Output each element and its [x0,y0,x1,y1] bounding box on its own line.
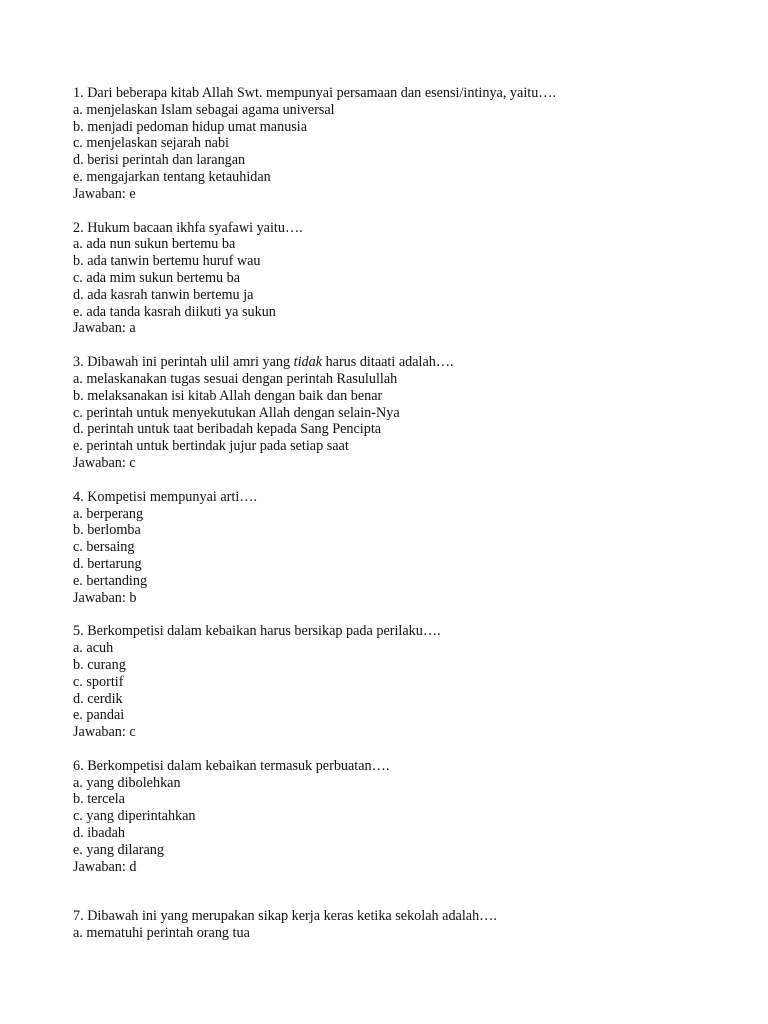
answer-option: b. melaksanakan isi kitab Allah dengan baik dan benar [73,387,383,404]
question-text: Berkompetisi dalam kebaikan harus bersikap pada perilaku…. [87,623,441,640]
question-block [73,908,733,942]
question-text: Hukum bacaan ikhfa syafawi yaitu…. [87,219,303,236]
question-block [73,85,733,203]
answer-option: a. menjelaskan Islam sebagai agama universal [73,101,335,118]
question-stem [73,220,733,237]
quiz-document [73,85,733,959]
question-number: 4. [73,488,84,505]
answer-option: e. pandai [73,707,125,724]
answer-option: e. perintah untuk bertindak jujur pada setiap saat [73,438,349,455]
question-stem [73,85,733,102]
answer-option: a. yang dibolehkan [73,774,181,791]
question-stem [73,758,733,775]
question-number: 1. [73,85,84,101]
question-text: Berkompetisi dalam kebaikan termasuk perbuatan…. [87,757,390,774]
question-stem [73,354,733,371]
question-block [73,354,733,472]
answer-option: e. ada tanda kasrah diikuti ya sukun [73,303,276,320]
answer-key: Jawaban: c [73,724,136,741]
answer-option: d. ibadah [73,825,126,842]
answer-option: a. berperang [73,505,144,522]
answer-option: c. sportif [73,673,124,690]
answer-option: a. acuh [73,640,114,657]
question-number: 5. [73,623,84,640]
question-text-emphasis: tidak [293,354,323,371]
answer-option: e. yang dilarang [73,841,164,858]
question-text-end: harus ditaati adalah…. [322,354,454,371]
answer-option: c. perintah untuk menyekutukan Allah dengan selain-Nya [73,404,400,421]
question-block [73,220,733,338]
question-text: Dibawah ini perintah ulil amri yang [87,354,294,371]
question-number: 2. [73,219,84,236]
answer-option: b. tercela [73,791,125,808]
question-text: Kompetisi mempunyai arti…. [87,488,258,505]
answer-option: e. mengajarkan tentang ketauhidan [73,168,271,185]
answer-option: a. mematuhi perintah orang tua [73,925,250,942]
answer-option: c. bersaing [73,539,135,556]
answer-option: d. ada kasrah tanwin bertemu ja [73,286,254,303]
answer-option: b. berlomba [73,522,141,539]
answer-option: b. ada tanwin bertemu huruf wau [73,253,261,270]
question-block [73,489,733,607]
answer-option: d. cerdik [73,690,123,707]
answer-key: Jawaban: d [73,858,137,875]
answer-option: c. ada mim sukun bertemu ba [73,269,241,286]
question-number: 7. [73,908,84,925]
answer-key: Jawaban: a [73,320,136,337]
answer-key: Jawaban: b [73,589,137,606]
question-number: 6. [73,757,84,774]
answer-key: Jawaban: c [73,454,136,471]
question-number: 3. [73,354,84,371]
question-block [73,758,733,876]
answer-option: c. menjelaskan sejarah nabi [73,135,229,152]
answer-option: a. ada nun sukun bertemu ba [73,236,236,253]
answer-option: b. menjadi pedoman hidup umat manusia [73,118,308,135]
question-stem [73,908,733,925]
question-stem [73,623,733,640]
question-text: Dibawah ini yang merupakan sikap kerja keras ketika sekolah adalah…. [87,908,497,925]
answer-key: Jawaban: e [73,185,136,202]
answer-option: c. yang diperintahkan [73,808,196,825]
answer-option: e. bertanding [73,572,148,589]
answer-option: d. perintah untuk taat beribadah kepada Sang Pencipta [73,421,382,438]
question-stem [73,489,733,506]
answer-option: d. bertarung [73,555,142,572]
question-text: Dari beberapa kitab Allah Swt. mempunyai persamaan dan esensi/intinya, yaitu…. [87,85,557,101]
question-block [73,623,733,741]
answer-option: a. melaskanakan tugas sesuai dengan perintah Rasulullah [73,370,398,387]
answer-option: d. berisi perintah dan larangan [73,152,246,169]
answer-option: b. curang [73,656,126,673]
